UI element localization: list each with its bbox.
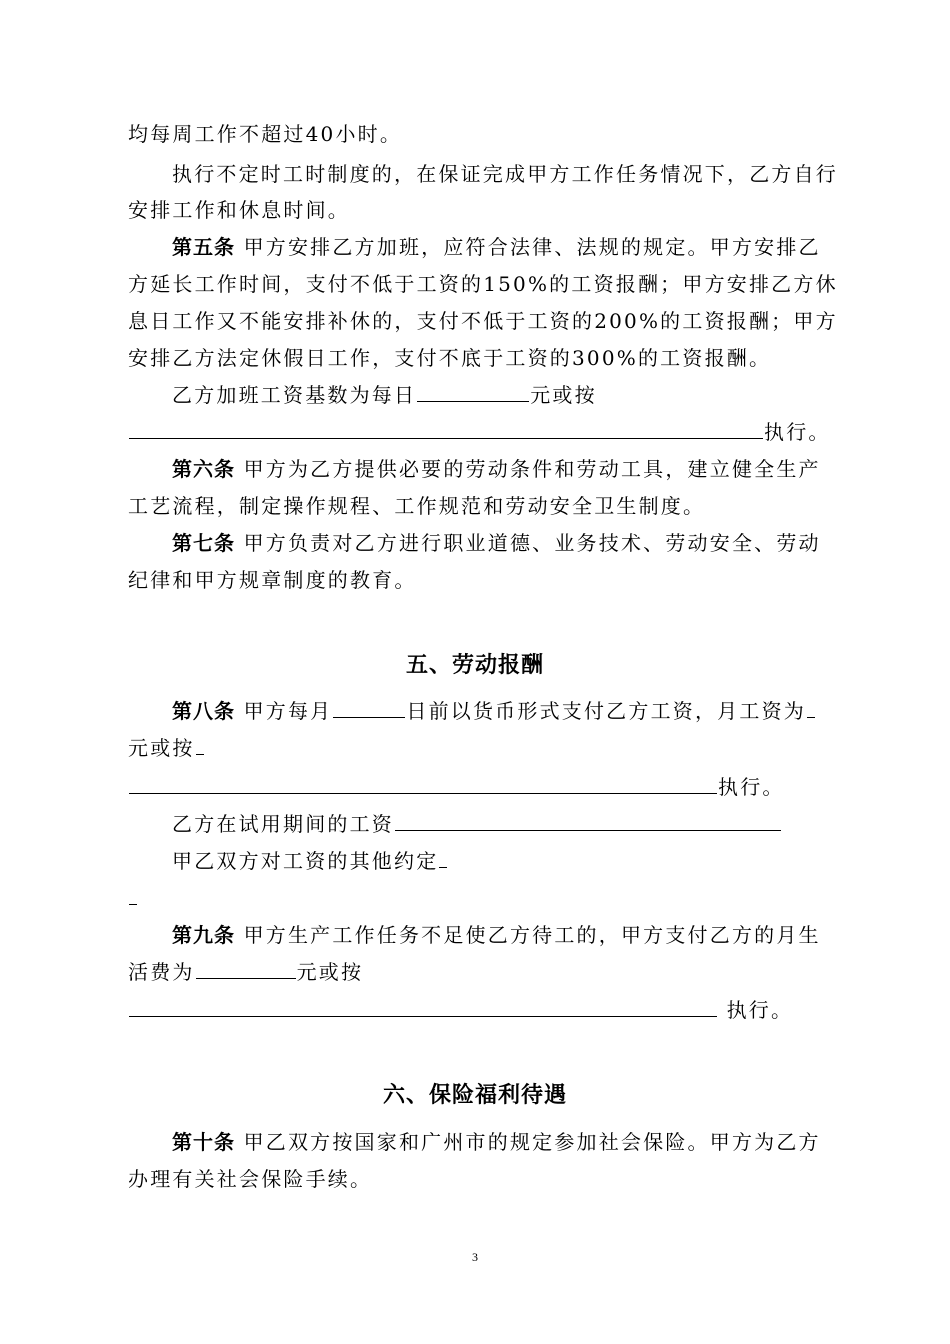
text: 乙方在试用期间的工资 [172,812,394,836]
article-7-title: 第七条 [172,531,235,555]
other-agreement-blank[interactable] [439,847,447,868]
text: 甲乙双方按国家和广州市的规定参加社会保险。甲方为乙方 [243,1130,821,1154]
text: 甲方为乙方提供必要的劳动条件和劳动工具，建立健全生产 [243,457,821,481]
text: 执行不定时工时制度的，在保证完成甲方工作任务情况下，乙方自行 [172,162,838,186]
other-agreement-line [172,847,872,875]
wage-method-blank-short[interactable] [196,734,204,755]
section-heading-remuneration: 五、劳动报酬 [405,653,544,678]
text: 甲方负责对乙方进行职业道德、业务技术、劳动安全、劳动 [243,531,821,555]
article-7-line1 [172,529,872,557]
article-9-line1 [172,921,872,949]
text: 日前以货币形式支付乙方工资，月工资为 [406,699,806,723]
text: 甲乙双方对工资的其他约定 [172,849,439,873]
text: 息日工作又不能安排补休的，支付不低于工资的200%的工资报酬；甲方 [128,309,838,333]
article-6-line2 [128,492,828,520]
overtime-base-line [172,381,872,409]
article-8-line2 [128,734,828,762]
article-7-line2 [128,566,828,594]
living-allowance-blank[interactable] [196,958,296,979]
article-10-line1 [172,1128,872,1156]
text: 元或按 [128,736,195,760]
article-5-line2 [128,270,838,298]
article-8-exec-line [128,773,828,801]
text: 安排乙方法定休假日工作，支付不底于工资的300%的工资报酬。 [128,346,772,370]
monthly-wage-blank[interactable] [807,697,815,718]
overtime-method-blank[interactable] [129,418,763,439]
text: 执行。 [718,775,785,799]
text: 方延长工作时间，支付不低于工资的150%的工资报酬；甲方安排乙方休 [128,272,838,296]
article-10-line2 [128,1165,828,1193]
overtime-exec-line [128,418,831,446]
article-5-line3 [128,307,838,335]
article-8-line1 [172,697,872,725]
article-9-title: 第九条 [172,923,235,947]
living-allowance-method-blank[interactable] [129,996,717,1017]
article-5-line1 [172,233,872,261]
text: 办理有关社会保险手续。 [128,1167,373,1191]
article-9-exec-line [128,996,828,1024]
article-9-line2 [128,958,828,986]
text: 执行。 [726,998,794,1022]
payday-blank[interactable] [333,697,405,718]
wage-method-blank[interactable] [129,773,717,794]
page-number: 3 [472,1250,478,1264]
paragraph-working-hours-end [128,120,828,148]
other-agreement-continuation [128,884,828,912]
paragraph-flexible-hours-line1 [172,160,872,188]
article-5-line4 [128,344,828,372]
trial-wage-line [172,810,872,838]
text: 纪律和甲方规章制度的教育。 [128,568,417,592]
other-agreement-blank-2[interactable] [129,884,137,905]
text: 安排工作和休息时间。 [128,198,350,222]
text: 乙方加班工资基数为每日 [172,383,417,407]
section-heading-insurance: 六、保险福利待遇 [382,1083,567,1108]
text: 元或按 [530,383,597,407]
text: 甲方安排乙方加班，应符合法律、法规的规定。甲方安排乙 [243,235,821,259]
trial-wage-blank[interactable] [395,810,781,831]
article-5-title: 第五条 [172,235,235,259]
article-6-title: 第六条 [172,457,235,481]
text: 元或按 [296,960,364,984]
text: 均每周工作不超过40小时。 [128,122,403,146]
text: 甲方每月 [243,699,333,723]
text: 执行。 [764,420,831,444]
article-10-title: 第十条 [172,1130,235,1154]
paragraph-flexible-hours-line2 [128,196,828,224]
article-6-line1 [172,455,872,483]
article-8-title: 第八条 [172,699,235,723]
text: 工艺流程，制定操作规程、工作规范和劳动安全卫生制度。 [128,494,706,518]
text: 活费为 [128,960,195,984]
overtime-daily-amount-blank[interactable] [417,381,529,402]
text: 甲方生产工作任务不足使乙方待工的，甲方支付乙方的月生 [243,923,821,947]
